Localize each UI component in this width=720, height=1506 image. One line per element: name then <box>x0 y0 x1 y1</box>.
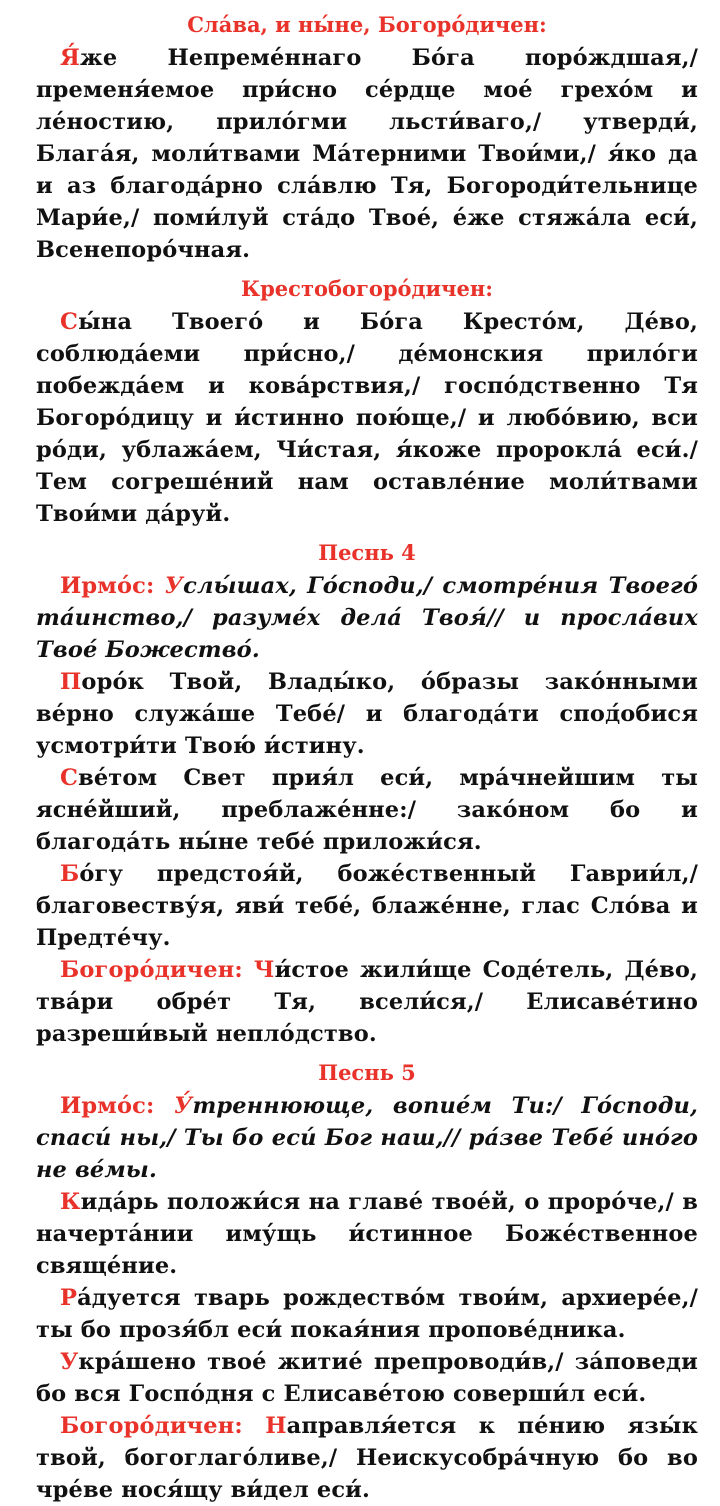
heading-slava: Сла́ва, и ны́не, Богоро́дичен: <box>187 12 547 37</box>
irmos-label: Ирмо́с: <box>60 1093 175 1119</box>
red-initial: К <box>60 1189 81 1215</box>
red-initial: Ч <box>253 957 275 983</box>
red-initial: Н <box>265 1413 287 1439</box>
troparion <box>36 1346 698 1410</box>
paragraph-text: ида́рь положи́ся на главе́ твое́й, о проро́че,/ в начерта́нии иму́щь и́стинное Боже́ственное свяще́ние. <box>36 1189 698 1279</box>
bogorodichen-pesn-4 <box>36 954 698 1050</box>
bogorodichen-label: Богоро́дичен: <box>60 957 254 983</box>
irmos-pesn-4 <box>36 570 698 666</box>
bogorodichen-pesn-5 <box>36 1410 698 1506</box>
red-initial: С <box>60 309 79 335</box>
red-initial: С <box>60 765 79 791</box>
paragraph-text: аправля́ется к пе́нию язы́к твой, богоглаго́ливе,/ Неискусобра́чную бо во чре́ве нося́щу ви́дел еси́. <box>36 1413 699 1503</box>
heading-pesn-5: Песнь 5 <box>318 1060 416 1085</box>
irmos-pesn-5 <box>36 1090 698 1186</box>
paragraph-krestobogorodichen <box>36 306 698 530</box>
paragraph-text: же Непреме́ннаго Бо́га поро́ждшая,/ пременя́емое при́сно се́рдце мое́ грехо́м и ле́ностию, прило́гми льсти́ваго,/ утверди́, Блага́я, моли́твами Ма́терними Твои́ми,/ я́ко да и аз благода́рно сла́влю Тя, Богороди́тельнице Мари́е,/ поми́луй ста́до Твое́, е́же стяжа́ла еси́, Всенепоро́чная. <box>36 45 698 263</box>
red-initial: У <box>164 573 184 599</box>
heading-krestobogorodichen: Крестобогоро́дичен: <box>241 276 493 301</box>
red-initial: Б <box>60 861 80 887</box>
troparion <box>36 666 698 762</box>
troparion <box>36 762 698 858</box>
irmos-label: Ирмо́с: <box>60 573 165 599</box>
paragraph-slava <box>36 42 698 266</box>
troparion <box>36 1282 698 1346</box>
troparion <box>36 1186 698 1282</box>
red-initial: П <box>60 669 82 695</box>
red-initial: У <box>60 1349 79 1375</box>
red-initial: У́ <box>174 1093 193 1119</box>
paragraph-text: кра́шено твое́ житие́ препроводи́в,/ за́поведи бо вся Госпо́дня с Елисаве́тою соверши́л еси́. <box>36 1349 698 1407</box>
paragraph-text: а́дуется тварь рождество́м твои́м, архиере́е,/ ты бо прозя́бл еси́ покая́ния пропове́дника. <box>36 1285 698 1343</box>
red-initial: Р <box>60 1285 78 1311</box>
bogorodichen-label: Богоро́дичен: <box>60 1413 266 1439</box>
paragraph-text: о́гу предстоя́й, боже́ственный Гаврии́л,/ благовеству́я, яви́ тебе́, блаже́нне, глас Сло́ва и Предте́чу. <box>36 861 698 951</box>
irmos-text: треннююще, вопие́м Ти:/ Го́споди, спаси́ ны,/ Ты бо еси́ Бог наш,// ра́зве Тебе́ ино́го не ве́мы. <box>36 1093 698 1183</box>
heading-pesn-4: Песнь 4 <box>318 540 416 565</box>
troparion <box>36 858 698 954</box>
paragraph-text: ы́на Твоего́ и Бо́га Кресто́м, Де́во, соблюда́еми при́сно,/ де́монския прило́ги побежда́ем и кова́рствия,/ госпо́дственно Тя Богоро́дицу и и́стинно пою́ще,/ и любо́вию, вси ро́ди, ублажа́ем, Чи́стая, я́коже пророкла́ еси́./ Тем согреше́ний нам оставле́ние моли́твами Твои́ми да́руй. <box>36 309 698 527</box>
paragraph-text: и́стое жили́ще Соде́тель, Де́во, тва́ри обре́т Тя, всели́ся,/ Елисаве́тино разреши́вый непло́дство. <box>36 957 698 1047</box>
paragraph-text: ве́том Свет прия́л еси́, мра́чнейшим ты ясне́йший, преблаже́нне:/ зако́ном бо и благода́ть ны́не тебе́ приложи́ся. <box>36 765 698 855</box>
red-initial: Я́ <box>60 45 80 71</box>
paragraph-text: оро́к Твой, Влады́ко, о́бразы зако́нными ве́рно служа́ше Тебе́/ и благода́ти спод́обися усмотри́ти Твою́ и́стину. <box>36 669 698 759</box>
irmos-text: слы́шах, Го́споди,/ смотре́ния Твоего́ та́инство,/ разуме́х дела́ Твоя́// и просла́вих Твое́ Божество́. <box>36 573 698 663</box>
